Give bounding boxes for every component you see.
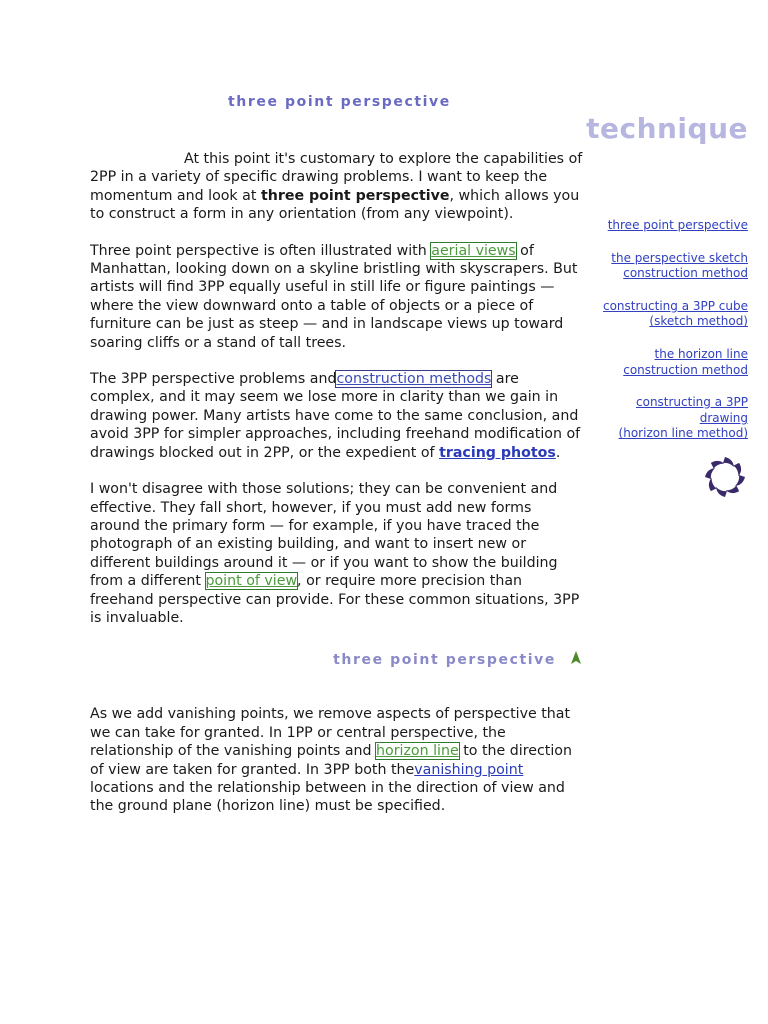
paragraph-solutions: I won't disagree with those solutions; they can be convenient and effective. They fall short, however, if you must add new forms around the primary form — for example, if you have traced the photograph of an existing building, and want to insert new or different buildings around it — or if you want to show the building from a different point of view, or require more precision than freehand perspective can provide. For these common situations, 3PP is invaluable. xyxy=(90,481,580,626)
aerial-views-link[interactable]: aerial views xyxy=(431,242,516,259)
sidebar-item-3pp-drawing[interactable]: constructing a 3PP drawing (horizon line method) xyxy=(618,395,748,441)
paragraph-intro: At this point it's customary to explore the capabilities of 2PP in a variety of specific drawing problems. I want to keep the momentum and look at three point perspective, which allows you to construct a form in any orientation (from any viewpoint). xyxy=(90,151,583,223)
sidebar-item-three-point[interactable]: three point perspective xyxy=(607,218,748,232)
point-of-view-link[interactable]: point of view xyxy=(205,573,298,590)
sidebar-item-3pp-cube[interactable]: constructing a 3PP cube (sketch method) xyxy=(602,298,748,329)
section-header xyxy=(90,649,584,705)
sidebar-nav xyxy=(578,218,748,459)
article-body xyxy=(90,150,584,834)
sidebar-item-horizon-line[interactable]: the horizon line construction method xyxy=(623,346,748,377)
vanishing-point-link[interactable]: vanishing point xyxy=(414,761,524,778)
up-arrow-icon[interactable] xyxy=(570,651,582,665)
spinner-logo-icon xyxy=(702,454,748,500)
construction-methods-link[interactable]: construction methods xyxy=(336,371,492,388)
section-title: three point perspective xyxy=(333,652,556,669)
tracing-photos-link[interactable]: tracing photos xyxy=(439,444,556,461)
sidebar-item-perspective-sketch[interactable]: the perspective sketch construction method xyxy=(611,250,748,281)
paragraph-vanishing: As we add vanishing points, we remove aspects of perspective that we can take for granted. In 1PP or central perspective, the relationship of the vanishing points and horizon line to the direction of view are taken for granted. In 3PP both thevanishing point locations and the relationship between in the direction of view and the ground plane (horizon line) must be specified. xyxy=(90,706,572,815)
horizon-line-link[interactable]: horizon line xyxy=(376,743,459,760)
paragraph-aerial: Three point perspective is often illustrated with aerial views of Manhattan, looking down on a skyline bristling with skyscrapers. But artists will find 3PP equally useful in still life or figure paintings — where the view downward onto a table of objects or a piece of furniture can be just as steep — and in landscape views up toward soaring cliffs or a stand of tall trees. xyxy=(90,242,578,351)
brand-heading: technique xyxy=(586,112,748,145)
page-title: three point perspective xyxy=(228,94,451,110)
bold-term: three point perspective xyxy=(260,187,450,204)
paragraph-problems: The 3PP perspective problems andconstruction methods are complex, and it may seem we lose more in clarity than we gain in drawing power. Many artists have come to the same conclusion, and avoid 3PP for simpler approaches, including freehand modification of drawings blocked out in 2PP, or the expedient of tracing photos. xyxy=(90,371,581,461)
